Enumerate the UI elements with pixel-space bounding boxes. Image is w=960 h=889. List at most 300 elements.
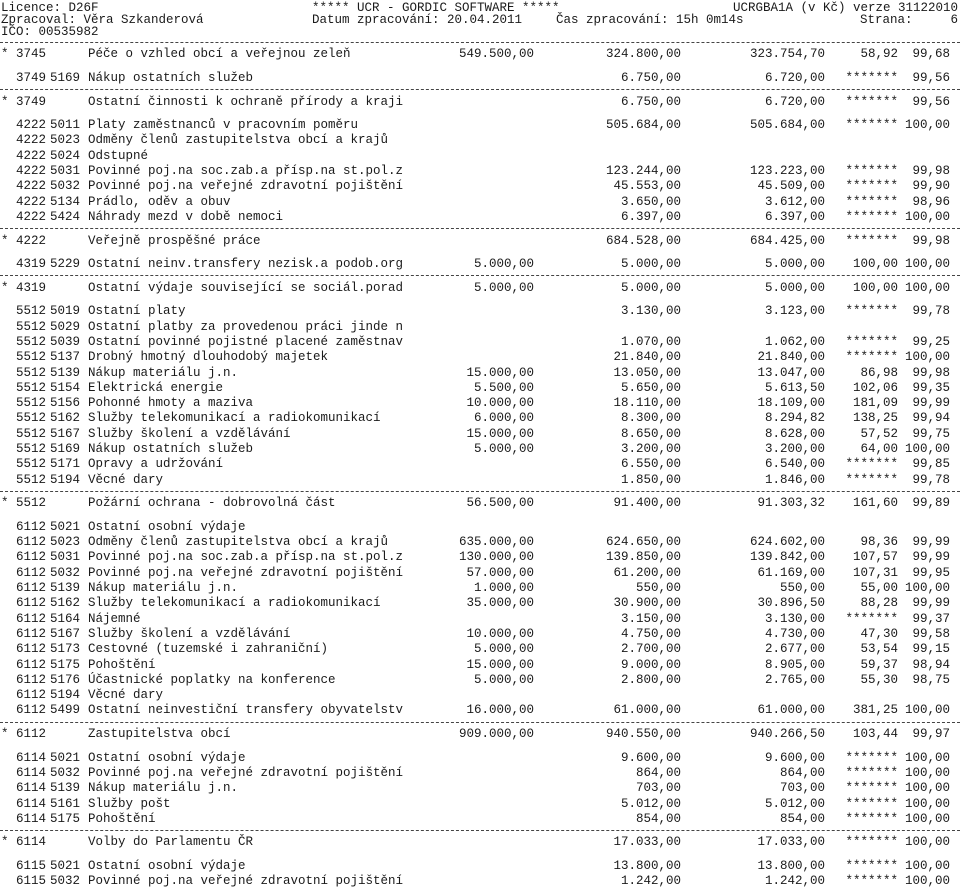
- paragraph-code: 6114: [16, 835, 47, 850]
- pct-adjusted: 100,00: [904, 874, 950, 889]
- pct-adjusted: 99,97: [912, 727, 950, 741]
- item-name: Cestovné (tuzemské i zahraniční): [88, 642, 329, 657]
- table-row: [0, 751, 960, 766]
- adjusted-budget: 6.750,00: [620, 70, 681, 85]
- pct-approved: 381,25: [852, 703, 898, 718]
- item-code: 5156: [50, 396, 81, 411]
- item-code: 5021: [50, 859, 81, 873]
- paragraph-code: 6115: [16, 874, 47, 889]
- adjusted-budget: 3.130,00: [620, 304, 681, 319]
- pct-approved: 64,00: [860, 442, 898, 456]
- item-name: Opravy a udržování: [88, 457, 224, 472]
- item-code: 5175: [50, 811, 81, 826]
- subtotal-row: [0, 281, 960, 296]
- adjusted-budget: 21.840,00: [613, 350, 681, 365]
- approved-budget: 15.000,00: [466, 657, 534, 672]
- dashed-separator: [0, 42, 960, 43]
- approved-budget: 15.000,00: [466, 426, 534, 441]
- pct-approved: *******: [845, 118, 898, 133]
- pct-adjusted: 99,75: [912, 426, 950, 441]
- adjusted-budget: 1.070,00: [620, 334, 681, 349]
- adjusted-budget: 6.750,00: [620, 94, 681, 109]
- approved-budget: 16.000,00: [466, 703, 534, 718]
- pct-approved: *******: [845, 94, 898, 109]
- adjusted-budget: 684.528,00: [605, 233, 681, 248]
- adjusted-budget: 61.200,00: [613, 565, 681, 580]
- processing-date: Datum zpracování: 20.04.2011: [312, 13, 523, 27]
- pct-adjusted: 99,99: [912, 396, 950, 411]
- pct-approved: *******: [845, 457, 898, 472]
- table-row: [0, 781, 960, 796]
- paragraph-code: 6114: [16, 781, 47, 796]
- pct-adjusted: 99,15: [912, 642, 950, 657]
- adjusted-budget: 3.150,00: [620, 611, 681, 626]
- row-marker: *: [1, 280, 9, 295]
- paragraph-code: 5512: [16, 472, 47, 487]
- table-row: [0, 257, 960, 272]
- pct-approved: *******: [845, 334, 898, 349]
- pct-approved: 55,00: [860, 581, 898, 595]
- item-name: Povinné poj.na soc.zab.a přísp.na st.pol.z: [88, 550, 404, 565]
- adjusted-budget: 8.300,00: [620, 411, 681, 426]
- paragraph-code: 5512: [16, 396, 47, 411]
- adjusted-budget: 123.244,00: [605, 164, 681, 178]
- actual-amount: 684.425,00: [749, 233, 825, 248]
- item-code: 5154: [50, 380, 81, 395]
- paragraph-code: 4222: [16, 179, 47, 194]
- item-code: 5021: [50, 750, 81, 765]
- system-title: ***** UCR - GORDIC SOFTWARE *****: [312, 1, 560, 15]
- item-name: Služby telekomunikací a radiokomunikací: [88, 596, 381, 611]
- item-code: 5173: [50, 642, 81, 657]
- paragraph-code: 4222: [16, 209, 47, 224]
- adjusted-budget: 61.000,00: [613, 703, 681, 718]
- subtotal-row: [0, 835, 960, 850]
- adjusted-budget: 30.900,00: [613, 596, 681, 611]
- pct-approved: *******: [845, 811, 898, 826]
- paragraph-code: 3745: [16, 47, 47, 62]
- item-code: 5019: [50, 304, 81, 319]
- approved-budget: 5.000,00: [473, 257, 534, 272]
- item-code: 5161: [50, 796, 81, 811]
- paragraph-code: 5512: [16, 411, 47, 426]
- paragraph-code: 4222: [16, 133, 47, 148]
- adjusted-budget: 2.800,00: [620, 672, 681, 687]
- item-name: Prádlo, oděv a obuv: [88, 194, 231, 209]
- item-code: 5499: [50, 703, 81, 718]
- dashed-separator: [0, 491, 960, 492]
- item-name: Nákup ostatních služeb: [88, 70, 254, 85]
- item-code: 5424: [50, 209, 81, 224]
- actual-amount: 123.223,00: [749, 164, 825, 178]
- adjusted-budget: 13.800,00: [613, 859, 681, 873]
- pct-adjusted: 99,37: [912, 611, 950, 626]
- table-row: [0, 612, 960, 627]
- approved-budget: 15.000,00: [466, 365, 534, 380]
- table-row: [0, 766, 960, 781]
- table-row: [0, 550, 960, 565]
- table-row: [0, 859, 960, 874]
- pct-approved: 53,54: [860, 642, 898, 657]
- actual-amount: 5.000,00: [764, 280, 825, 295]
- paragraph-code: 5512: [16, 304, 47, 319]
- actual-amount: 3.130,00: [764, 611, 825, 626]
- table-row: [0, 642, 960, 657]
- pct-approved: *******: [845, 179, 898, 194]
- item-code: 5137: [50, 350, 81, 365]
- pct-adjusted: 99,78: [912, 472, 950, 487]
- paragraph-code: 4222: [16, 194, 47, 209]
- item-name: Ostatní povinné pojistné placené zaměstnav: [88, 334, 404, 349]
- header-line-3: [0, 25, 960, 40]
- pct-approved: *******: [845, 796, 898, 811]
- subtotal-row: [0, 234, 960, 249]
- item-name: Volby do Parlamentu ČR: [88, 835, 254, 850]
- pct-adjusted: 99,56: [912, 94, 950, 109]
- paragraph-code: 6112: [16, 672, 47, 687]
- adjusted-budget: 624.650,00: [605, 535, 681, 550]
- row-marker: *: [1, 496, 9, 511]
- item-code: 5167: [50, 626, 81, 641]
- pct-adjusted: 99,99: [912, 535, 950, 550]
- item-name: Ostatní platy: [88, 304, 186, 319]
- item-name: Povinné poj.na veřejné zdravotní pojištění: [88, 874, 404, 889]
- item-name: Odstupné: [88, 148, 149, 163]
- item-code: 5162: [50, 411, 81, 426]
- item-name: Drobný hmotný dlouhodobý majetek: [88, 350, 329, 365]
- table-row: [0, 703, 960, 718]
- item-code: 5024: [50, 148, 81, 163]
- actual-amount: 2.677,00: [764, 642, 825, 657]
- actual-amount: 13.800,00: [757, 859, 825, 873]
- actual-amount: 5.012,00: [764, 796, 825, 811]
- pct-adjusted: 98,75: [912, 672, 950, 687]
- pct-approved: *******: [845, 859, 898, 873]
- pct-approved: *******: [845, 750, 898, 765]
- adjusted-budget: 3.650,00: [620, 194, 681, 209]
- pct-adjusted: 99,98: [912, 164, 950, 178]
- table-row: [0, 71, 960, 86]
- table-row: [0, 673, 960, 688]
- item-name: Nákup materiálu j.n.: [88, 581, 239, 595]
- pct-adjusted: 99,90: [912, 179, 950, 194]
- pct-adjusted: 100,00: [904, 209, 950, 224]
- table-row: [0, 812, 960, 827]
- adjusted-budget: 5.000,00: [620, 257, 681, 272]
- adjusted-budget: 17.033,00: [613, 835, 681, 850]
- approved-budget: 5.000,00: [473, 280, 534, 295]
- item-name: Služby školení a vzdělávání: [88, 626, 291, 641]
- adjusted-budget: 2.700,00: [620, 642, 681, 657]
- table-row: [0, 335, 960, 350]
- paragraph-code: 6112: [16, 519, 47, 534]
- processed-by: Zpracoval: Věra Szkanderová: [1, 13, 204, 27]
- item-code: 5169: [50, 442, 81, 456]
- paragraph-code: 4222: [16, 148, 47, 163]
- paragraph-code: 3749: [16, 70, 47, 85]
- dashed-separator: [0, 275, 960, 276]
- paragraph-code: 5512: [16, 457, 47, 472]
- item-code: 5176: [50, 672, 81, 687]
- adjusted-budget: 18.110,00: [613, 396, 681, 411]
- item-code: 5011: [50, 118, 81, 133]
- table-row: [0, 304, 960, 319]
- actual-amount: 8.905,00: [764, 657, 825, 672]
- item-code: 5032: [50, 765, 81, 780]
- licence-text: Licence: D26F: [1, 1, 99, 15]
- item-code: 5171: [50, 457, 81, 472]
- pct-adjusted: 99,99: [912, 550, 950, 565]
- approved-budget: 635.000,00: [458, 535, 534, 550]
- item-name: Odměny členů zastupitelstva obcí a krajů: [88, 535, 389, 550]
- paragraph-code: 5512: [16, 319, 47, 334]
- adjusted-budget: 8.650,00: [620, 426, 681, 441]
- paragraph-code: 6114: [16, 765, 47, 780]
- item-code: 5167: [50, 426, 81, 441]
- pct-approved: 47,30: [860, 626, 898, 641]
- item-name: Věcné dary: [88, 472, 164, 487]
- adjusted-budget: 5.012,00: [620, 796, 681, 811]
- item-name: Ostatní neinv.transfery nezisk.a podob.org: [88, 257, 404, 272]
- actual-amount: 30.896,50: [757, 596, 825, 611]
- adjusted-budget: 139.850,00: [605, 550, 681, 565]
- approved-budget: 5.000,00: [473, 442, 534, 456]
- adjusted-budget: 703,00: [635, 781, 681, 796]
- adjusted-budget: 9.600,00: [620, 750, 681, 765]
- actual-amount: 9.600,00: [764, 750, 825, 765]
- actual-amount: 6.720,00: [764, 70, 825, 85]
- item-code: 5194: [50, 472, 81, 487]
- item-name: Odměny členů zastupitelstva obcí a krajů: [88, 133, 389, 148]
- table-row: [0, 164, 960, 179]
- page-label: Strana:: [860, 13, 913, 27]
- item-code: 5031: [50, 550, 81, 565]
- approved-budget: 10.000,00: [466, 626, 534, 641]
- item-name: Pohonné hmoty a maziva: [88, 396, 254, 411]
- adjusted-budget: 864,00: [635, 765, 681, 780]
- actual-amount: 13.047,00: [757, 365, 825, 380]
- actual-amount: 323.754,70: [749, 47, 825, 62]
- paragraph-code: 5512: [16, 334, 47, 349]
- actual-amount: 550,00: [779, 581, 825, 595]
- pct-adjusted: 99,95: [912, 565, 950, 580]
- table-row: [0, 581, 960, 596]
- pct-approved: 98,36: [860, 535, 898, 550]
- item-code: 5139: [50, 781, 81, 796]
- table-row: [0, 411, 960, 426]
- actual-amount: 624.602,00: [749, 535, 825, 550]
- table-row: [0, 874, 960, 889]
- pct-adjusted: 100,00: [904, 811, 950, 826]
- dashed-separator: [0, 228, 960, 229]
- pct-approved: 57,52: [860, 426, 898, 441]
- actual-amount: 703,00: [779, 781, 825, 796]
- paragraph-code: 6112: [16, 535, 47, 550]
- subtotal-row: [0, 47, 960, 62]
- adjusted-budget: 5.000,00: [620, 280, 681, 295]
- approved-budget: 549.500,00: [458, 47, 534, 62]
- approved-budget: 1.000,00: [473, 581, 534, 595]
- paragraph-code: 6112: [16, 657, 47, 672]
- subtotal-row: [0, 496, 960, 511]
- pct-approved: *******: [845, 350, 898, 365]
- pct-approved: 100,00: [852, 280, 898, 295]
- report-id: UCRGBA1A (v Kč) verze 31122010: [732, 1, 958, 15]
- adjusted-budget: 1.850,00: [620, 472, 681, 487]
- item-code: 5164: [50, 611, 81, 626]
- pct-adjusted: 99,35: [912, 380, 950, 395]
- actual-amount: 5.613,50: [764, 380, 825, 395]
- item-name: Ostatní platby za provedenou práci jinde n: [88, 319, 404, 334]
- row-marker: *: [1, 47, 9, 62]
- paragraph-code: 4222: [16, 118, 47, 133]
- approved-budget: 56.500,00: [466, 496, 534, 511]
- table-row: [0, 797, 960, 812]
- adjusted-budget: 854,00: [635, 811, 681, 826]
- processing-time: Čas zpracování: 15h 0m14s: [556, 13, 744, 27]
- pct-approved: *******: [845, 164, 898, 178]
- pct-approved: 181,09: [852, 396, 898, 411]
- item-name: Povinné poj.na veřejné zdravotní pojištění: [88, 765, 404, 780]
- item-name: Nákup materiálu j.n.: [88, 781, 239, 796]
- table-row: [0, 473, 960, 488]
- adjusted-budget: 505.684,00: [605, 118, 681, 133]
- table-row: [0, 520, 960, 535]
- item-name: Ostatní osobní výdaje: [88, 859, 246, 873]
- adjusted-budget: 45.553,00: [613, 179, 681, 194]
- item-code: 5139: [50, 365, 81, 380]
- table-row: [0, 350, 960, 365]
- pct-adjusted: 100,00: [904, 781, 950, 796]
- paragraph-code: 6112: [16, 688, 47, 703]
- actual-amount: 940.266,50: [749, 727, 825, 741]
- item-name: Pohoštění: [88, 657, 156, 672]
- approved-budget: 909.000,00: [458, 727, 534, 741]
- item-name: Elektrická energie: [88, 380, 224, 395]
- paragraph-code: 5512: [16, 426, 47, 441]
- approved-budget: 5.500,00: [473, 380, 534, 395]
- adjusted-budget: 3.200,00: [620, 442, 681, 456]
- pct-adjusted: 100,00: [904, 835, 950, 850]
- adjusted-budget: 6.397,00: [620, 209, 681, 224]
- paragraph-code: 4319: [16, 257, 47, 272]
- table-row: [0, 366, 960, 381]
- adjusted-budget: 4.750,00: [620, 626, 681, 641]
- item-code: 5031: [50, 164, 81, 178]
- item-name: Ostatní osobní výdaje: [88, 519, 246, 534]
- item-name: Služby školení a vzdělávání: [88, 426, 291, 441]
- actual-amount: 45.509,00: [757, 179, 825, 194]
- row-marker: *: [1, 835, 9, 850]
- pct-approved: *******: [845, 209, 898, 224]
- item-name: Služby telekomunikací a radiokomunikací: [88, 411, 381, 426]
- item-name: Nájemné: [88, 611, 141, 626]
- actual-amount: 21.840,00: [757, 350, 825, 365]
- approved-budget: 5.000,00: [473, 672, 534, 687]
- pct-approved: *******: [845, 765, 898, 780]
- paragraph-code: 3749: [16, 94, 47, 109]
- adjusted-budget: 6.550,00: [620, 457, 681, 472]
- actual-amount: 3.123,00: [764, 304, 825, 319]
- item-code: 5134: [50, 194, 81, 209]
- pct-adjusted: 100,00: [904, 750, 950, 765]
- table-row: [0, 396, 960, 411]
- paragraph-code: 6112: [16, 703, 47, 718]
- table-row: [0, 381, 960, 396]
- actual-amount: 61.169,00: [757, 565, 825, 580]
- item-name: Povinné poj.na soc.zab.a přísp.na st.pol.z: [88, 164, 404, 178]
- pct-approved: *******: [845, 233, 898, 248]
- paragraph-code: 6112: [16, 727, 47, 741]
- actual-amount: 6.720,00: [764, 94, 825, 109]
- pct-adjusted: 99,89: [912, 496, 950, 511]
- pct-approved: 100,00: [852, 257, 898, 272]
- item-name: Zastupitelstva obcí: [88, 727, 231, 741]
- subtotal-row: [0, 95, 960, 110]
- pct-adjusted: 99,98: [912, 233, 950, 248]
- adjusted-budget: 5.650,00: [620, 380, 681, 395]
- dashed-separator: [0, 722, 960, 723]
- table-row: [0, 457, 960, 472]
- subtotal-row: [0, 727, 960, 742]
- table-row: [0, 320, 960, 335]
- table-row: [0, 688, 960, 703]
- pct-approved: *******: [845, 194, 898, 209]
- row-marker: *: [1, 727, 9, 741]
- item-name: Platy zaměstnanců v pracovním poměru: [88, 118, 359, 133]
- pct-approved: 86,98: [860, 365, 898, 380]
- item-code: 5162: [50, 596, 81, 611]
- table-row: [0, 442, 960, 457]
- pct-adjusted: 99,68: [912, 47, 950, 62]
- pct-adjusted: 100,00: [904, 581, 950, 595]
- table-row: [0, 133, 960, 148]
- actual-amount: 1.062,00: [764, 334, 825, 349]
- paragraph-code: 5512: [16, 442, 47, 456]
- adjusted-budget: 940.550,00: [605, 727, 681, 741]
- paragraph-code: 5512: [16, 380, 47, 395]
- paragraph-code: 6112: [16, 565, 47, 580]
- table-row: [0, 149, 960, 164]
- pct-adjusted: 99,56: [912, 70, 950, 85]
- approved-budget: 5.000,00: [473, 642, 534, 657]
- item-code: 5032: [50, 565, 81, 580]
- actual-amount: 139.842,00: [749, 550, 825, 565]
- item-name: Účastnické poplatky na konference: [88, 672, 336, 687]
- item-name: Věcné dary: [88, 688, 164, 703]
- pct-approved: 58,92: [860, 47, 898, 62]
- item-name: Požární ochrana - dobrovolná část: [88, 496, 336, 511]
- pct-adjusted: 99,94: [912, 411, 950, 426]
- actual-amount: 8.294,82: [764, 411, 825, 426]
- actual-amount: 61.000,00: [757, 703, 825, 718]
- pct-adjusted: 100,00: [904, 257, 950, 272]
- actual-amount: 4.730,00: [764, 626, 825, 641]
- item-code: 5039: [50, 334, 81, 349]
- pct-adjusted: 100,00: [904, 118, 950, 133]
- actual-amount: 8.628,00: [764, 426, 825, 441]
- approved-budget: 130.000,00: [458, 550, 534, 565]
- dashed-separator: [0, 89, 960, 90]
- pct-adjusted: 98,96: [912, 194, 950, 209]
- pct-approved: 55,30: [860, 672, 898, 687]
- item-code: 5194: [50, 688, 81, 703]
- approved-budget: 57.000,00: [466, 565, 534, 580]
- adjusted-budget: 91.400,00: [613, 496, 681, 511]
- actual-amount: 864,00: [779, 765, 825, 780]
- paragraph-code: 5512: [16, 496, 47, 511]
- pct-adjusted: 99,25: [912, 334, 950, 349]
